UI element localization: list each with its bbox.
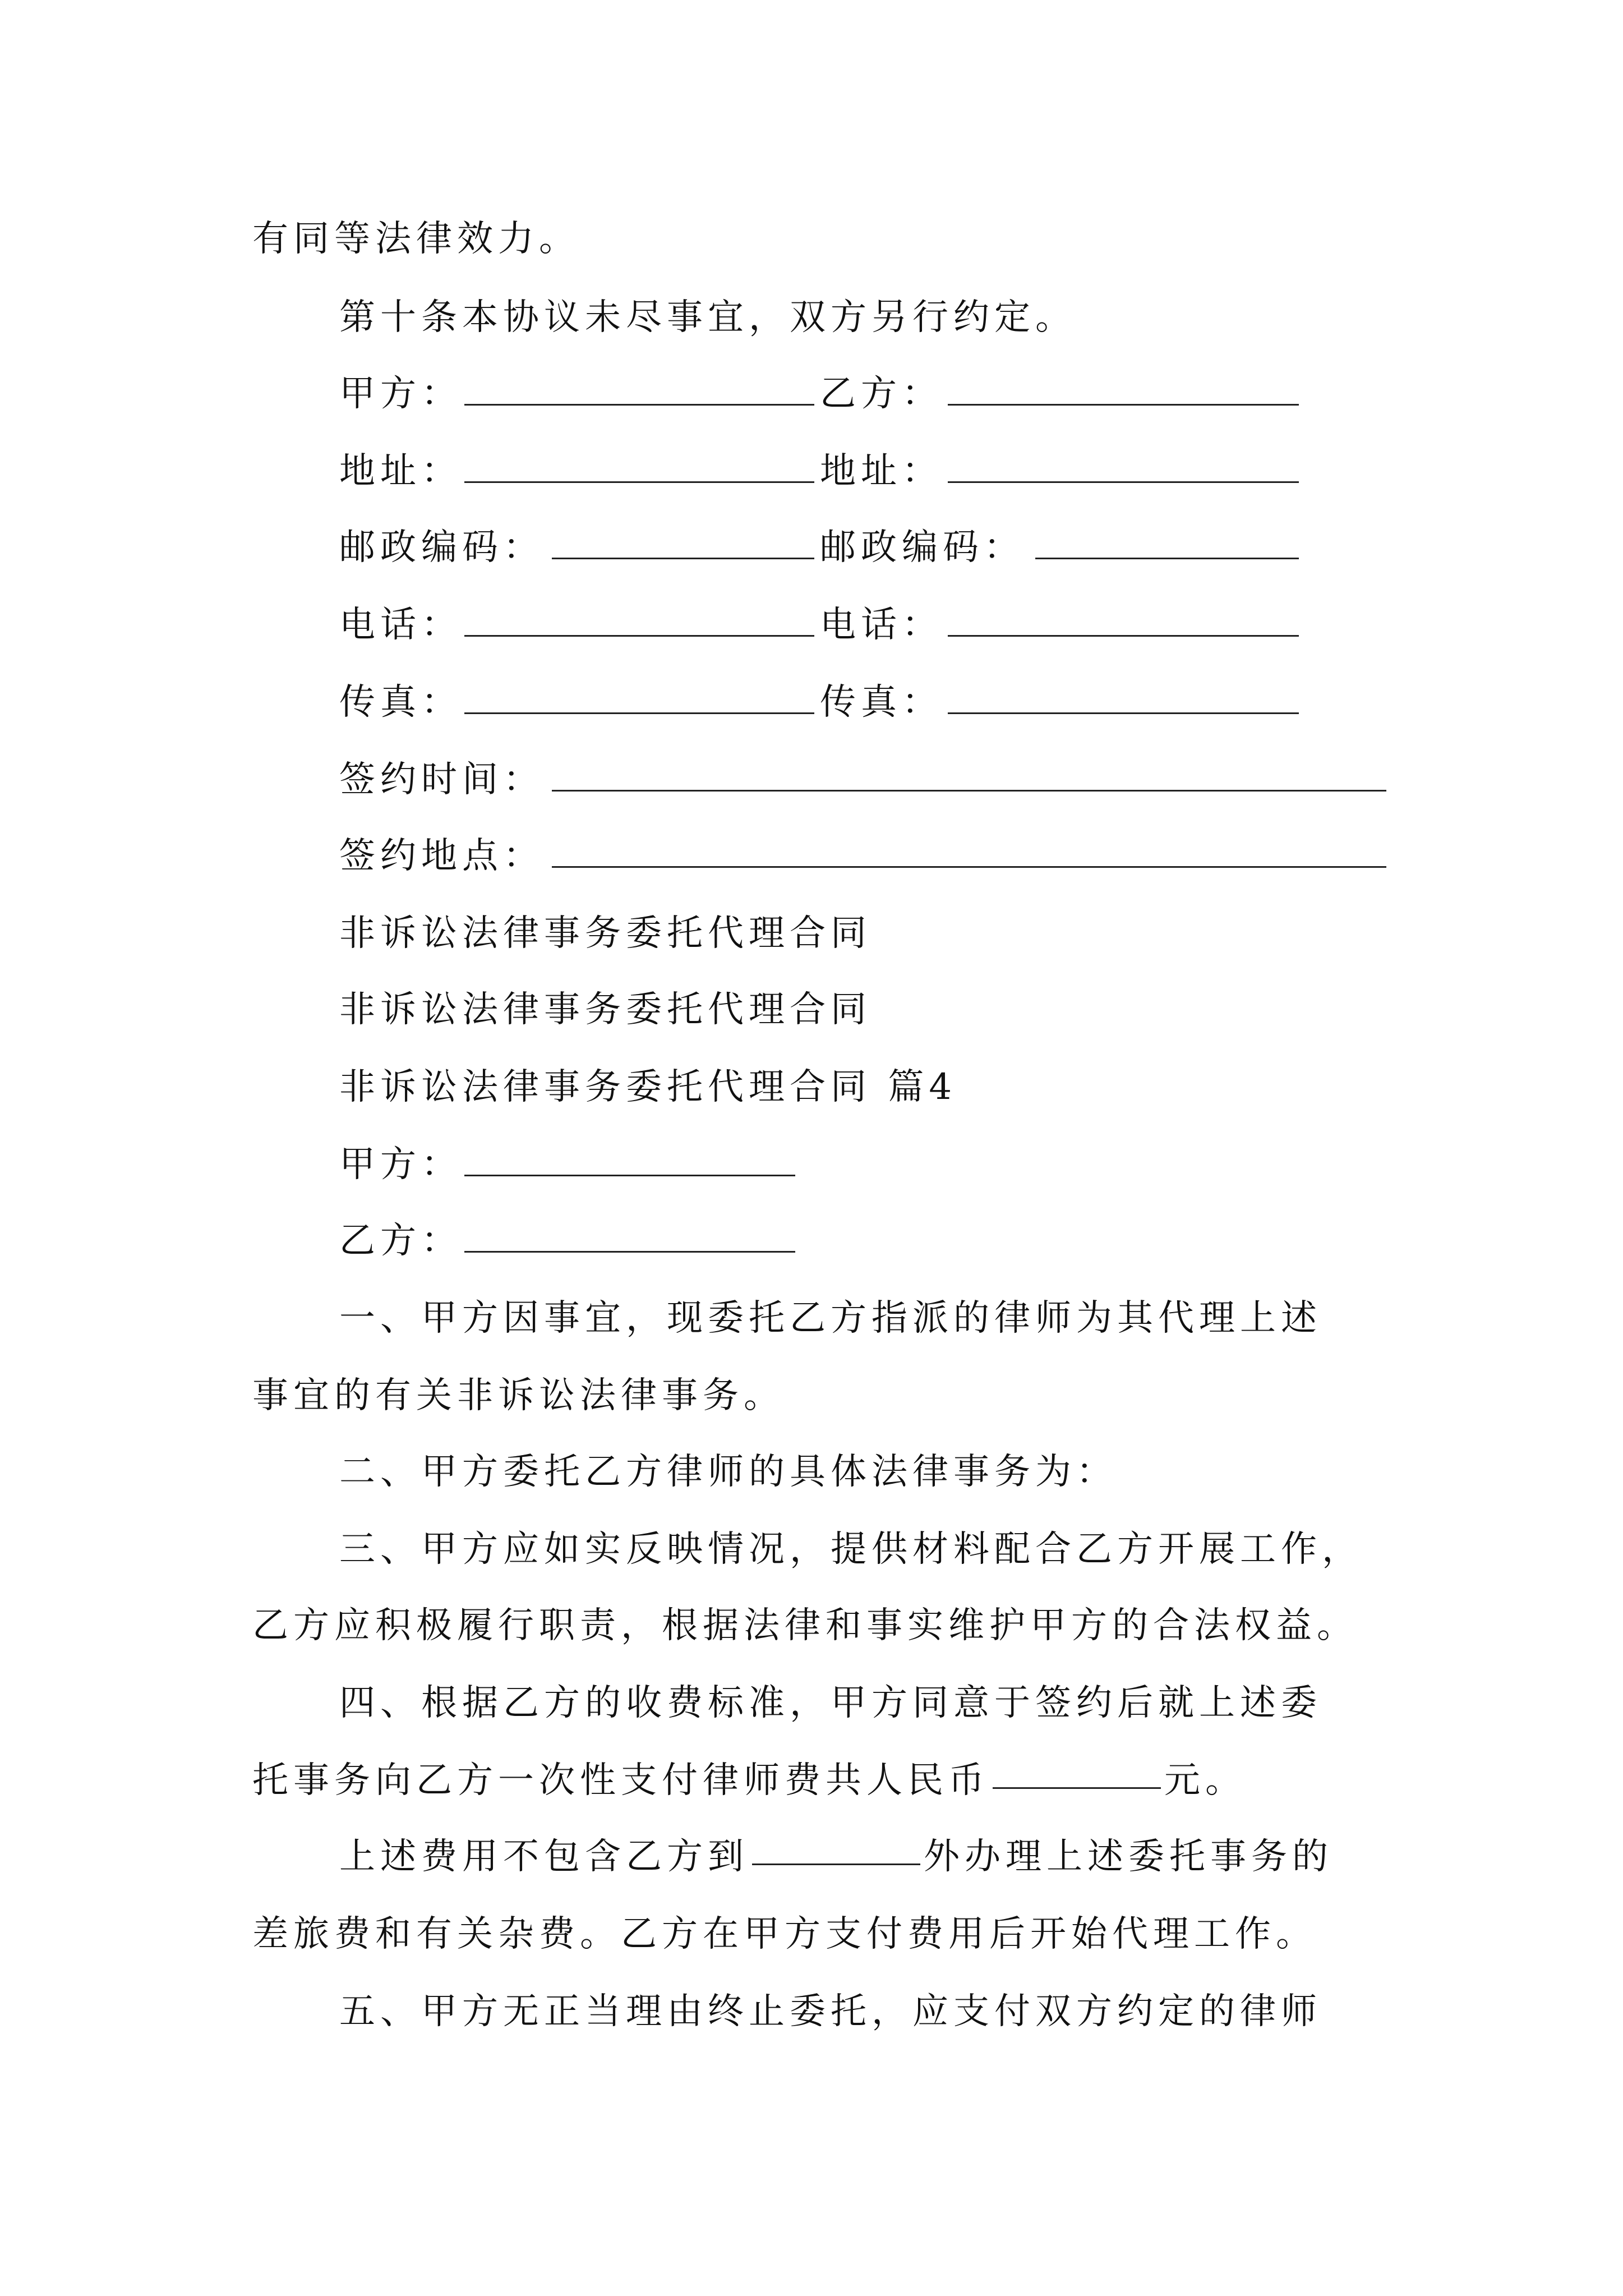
text-line: 非诉讼法律事务委托代理合同 — [339, 989, 872, 1030]
postcode-b-label: 邮政编码： — [820, 527, 1025, 568]
phone-a-blank — [464, 635, 814, 637]
fee-text-before: 托事务向乙方一次性支付律师费共人民币 — [252, 1760, 989, 1801]
article-ten — [0, 284, 1623, 351]
clause-two — [0, 1438, 1623, 1506]
fee-text-after: 元。 — [1164, 1760, 1246, 1801]
clause-five — [0, 1978, 1623, 2045]
sign-place-row — [0, 822, 1623, 890]
text-line: 事宜的有关非诉讼法律事务。 — [252, 1375, 785, 1416]
location-blank — [752, 1864, 920, 1865]
clause-three-cont — [0, 1592, 1623, 1659]
clause-one — [0, 1285, 1623, 1352]
sign-time-blank — [552, 790, 1386, 792]
party-a-blank — [464, 404, 814, 406]
text-line: 四、根据乙方的收费标准，甲方同意于签约后就上述委 — [339, 1682, 1322, 1724]
party-a-label: 甲方： — [339, 1144, 462, 1185]
text-line: 乙方应积极履行职责，根据法律和事实维护甲方的合法权益。 — [252, 1605, 1358, 1646]
fax-b-blank — [948, 712, 1299, 714]
contract-title-part4 — [0, 1053, 1623, 1121]
postcode-row — [0, 514, 1623, 581]
address-row — [0, 438, 1623, 505]
party-row — [0, 360, 1623, 427]
party-b-blank — [464, 1251, 795, 1253]
text-line — [339, 1823, 1333, 1890]
clause-four-expenses — [0, 1823, 1623, 1890]
paragraph-line — [0, 205, 1623, 273]
clause-one-cont — [0, 1362, 1623, 1429]
text-line: 差旅费和有关杂费。乙方在甲方支付费用后开始代理工作。 — [252, 1913, 1317, 1955]
clause-four-cont — [0, 1901, 1623, 1968]
postcode-a-label: 邮政编码： — [339, 527, 544, 568]
sign-place-label: 签约地点： — [339, 835, 544, 877]
expense-text-after: 外办理上述委托事务的 — [924, 1836, 1333, 1878]
postcode-a-blank — [552, 558, 814, 559]
text-line: 五、甲方无正当理由终止委托，应支付双方约定的律师 — [339, 1991, 1322, 2032]
postcode-b-blank — [1035, 558, 1299, 559]
fax-row — [0, 669, 1623, 736]
sign-place-blank — [552, 866, 1386, 868]
phone-b-blank — [948, 635, 1299, 637]
phone-row — [0, 591, 1623, 659]
text-line: 一、甲方因事宜，现委托乙方指派的律师为其代理上述 — [339, 1297, 1322, 1339]
text-line: 二、甲方委托乙方律师的具体法律事务为： — [339, 1451, 1117, 1493]
text-line: 三、甲方应如实反映情况，提供材料配合乙方开展工作， — [339, 1529, 1363, 1570]
text-line — [252, 1747, 1246, 1814]
text-line: 非诉讼法律事务委托代理合同 篇4 — [339, 1066, 957, 1108]
party-b-label: 乙方： — [339, 1220, 462, 1262]
party-a-row — [0, 1131, 1623, 1198]
contract-title — [0, 900, 1623, 967]
text-line: 第十条本协议未尽事宜，双方另行约定。 — [339, 297, 1076, 338]
text-line: 有同等法律效力。 — [252, 218, 580, 260]
contract-title — [0, 976, 1623, 1043]
text-line: 非诉讼法律事务委托代理合同 — [339, 913, 872, 954]
party-b-label: 乙方： — [820, 373, 943, 415]
address-b-label: 地址： — [820, 450, 943, 492]
clause-four-fee — [0, 1747, 1623, 1814]
sign-time-label: 签约时间： — [339, 759, 544, 800]
phone-a-label: 电话： — [339, 604, 462, 646]
party-a-label: 甲方： — [339, 373, 462, 415]
expense-text-before: 上述费用不包含乙方到 — [339, 1836, 749, 1878]
fee-amount-blank — [993, 1787, 1161, 1789]
fax-a-blank — [464, 712, 814, 714]
address-b-blank — [948, 481, 1299, 483]
phone-b-label: 电话： — [820, 604, 943, 646]
party-b-blank — [948, 404, 1299, 406]
party-b-row — [0, 1207, 1623, 1274]
clause-three — [0, 1516, 1623, 1583]
party-a-blank — [464, 1175, 795, 1176]
address-a-label: 地址： — [339, 450, 462, 492]
fax-b-label: 传真： — [820, 682, 943, 723]
address-a-blank — [464, 481, 814, 483]
fax-a-label: 传真： — [339, 682, 462, 723]
sign-time-row — [0, 746, 1623, 813]
clause-four — [0, 1669, 1623, 1737]
